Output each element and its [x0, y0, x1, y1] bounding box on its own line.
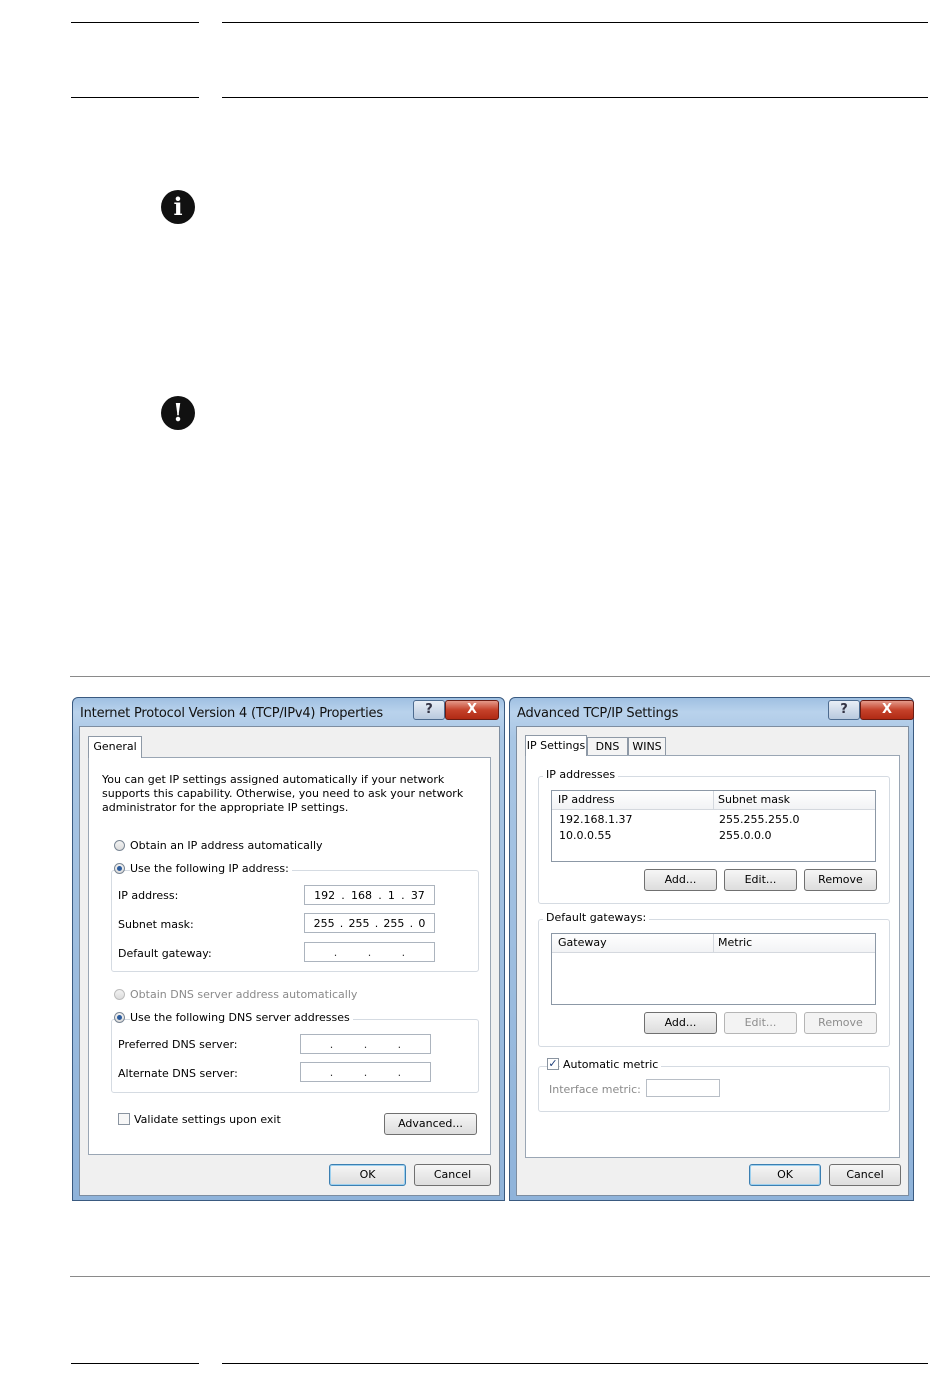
- header-rule-right-top: [222, 22, 928, 23]
- ip-add-button[interactable]: Add...: [644, 869, 717, 891]
- ip-settings-tab-panel: [525, 755, 900, 1158]
- octet-dot: .: [363, 1037, 368, 1051]
- mask-octet-4: 0: [418, 916, 426, 930]
- general-tab-panel: [88, 757, 491, 1155]
- gateway-remove-button[interactable]: Remove: [804, 1012, 877, 1034]
- ip-address-label: IP address:: [118, 889, 179, 902]
- dialog-title: Internet Protocol Version 4 (TCP/IPv4) Properties: [80, 706, 383, 721]
- subnet-mask-field[interactable]: [304, 913, 435, 933]
- validate-settings-checkbox[interactable]: [118, 1113, 130, 1125]
- header-rule-left-bottom: [71, 97, 199, 98]
- ok-button[interactable]: OK: [749, 1164, 821, 1186]
- dialog-client-area: [79, 726, 500, 1196]
- column-separator: [713, 934, 714, 952]
- ip-octet-3: 1: [387, 888, 395, 902]
- cancel-button[interactable]: Cancel: [829, 1164, 901, 1186]
- octet-dot: .: [397, 1037, 402, 1051]
- figure-top-rule: [70, 676, 930, 677]
- validate-settings-label[interactable]: Validate settings upon exit: [134, 1113, 281, 1126]
- ip-row-2-mask[interactable]: 255.0.0.0: [719, 829, 772, 842]
- interface-metric-field[interactable]: [646, 1079, 720, 1097]
- radio-use-following-ip-label[interactable]: Use the following IP address:: [130, 862, 292, 875]
- dialog-title: Advanced TCP/IP Settings: [517, 706, 679, 721]
- octet-dot: .: [341, 888, 345, 902]
- mask-octet-2: 255: [348, 916, 370, 930]
- default-gateway-field[interactable]: [304, 942, 435, 962]
- info-circle-icon: i: [161, 190, 195, 224]
- radio-obtain-ip-auto-label[interactable]: Obtain an IP address automatically: [130, 839, 323, 852]
- dialog-client-area: [516, 726, 909, 1196]
- ip-octet-4: 37: [410, 888, 425, 902]
- gateway-add-button[interactable]: Add...: [644, 1012, 717, 1034]
- alternate-dns-label: Alternate DNS server:: [118, 1067, 238, 1080]
- mask-octet-3: 255: [383, 916, 405, 930]
- column-header-subnet-mask[interactable]: Subnet mask: [718, 793, 791, 806]
- radio-obtain-dns-auto[interactable]: [114, 989, 125, 1000]
- octet-dot: .: [329, 1037, 334, 1051]
- octet-dot: .: [329, 1065, 334, 1079]
- radio-obtain-dns-auto-label[interactable]: Obtain DNS server address automatically: [130, 988, 358, 1001]
- footer-rule-right: [222, 1363, 928, 1364]
- ip-list-header: [552, 791, 875, 810]
- footer-rule-left: [71, 1363, 199, 1364]
- description-line-3: administrator for the appropriate IP settings.: [102, 801, 349, 814]
- octet-dot: .: [378, 888, 382, 902]
- tab-dns[interactable]: DNS: [587, 737, 628, 756]
- column-separator: [713, 791, 714, 809]
- ip-addresses-group-title: IP addresses: [543, 768, 618, 781]
- ok-button[interactable]: OK: [329, 1164, 406, 1186]
- help-button[interactable]: ?: [828, 700, 860, 720]
- exclamation-circle-icon: !: [161, 396, 195, 430]
- description-line-1: You can get IP settings assigned automatically if your network: [102, 773, 445, 786]
- gateway-list-header: [552, 934, 875, 953]
- interface-metric-label: Interface metric:: [549, 1083, 641, 1096]
- column-header-gateway[interactable]: Gateway: [558, 936, 607, 949]
- octet-dot: .: [401, 945, 406, 959]
- advanced-button[interactable]: Advanced...: [384, 1113, 477, 1135]
- tab-general[interactable]: General: [88, 736, 142, 758]
- figure-bottom-rule: [70, 1276, 930, 1277]
- octet-dot: .: [333, 945, 338, 959]
- cancel-button[interactable]: Cancel: [414, 1164, 491, 1186]
- description-line-2: supports this capability. Otherwise, you need to ask your network: [102, 787, 464, 800]
- radio-use-following-ip[interactable]: [114, 863, 125, 874]
- ip-address-field[interactable]: [304, 885, 435, 905]
- ip-row-1-address[interactable]: 192.168.1.37: [559, 813, 633, 826]
- radio-obtain-ip-auto[interactable]: [114, 840, 125, 851]
- octet-dot: .: [339, 916, 344, 930]
- tab-ip-settings[interactable]: IP Settings: [525, 735, 587, 756]
- automatic-metric-checkbox[interactable]: ✓: [548, 1057, 558, 1070]
- close-button[interactable]: X: [860, 700, 914, 720]
- octet-dot: .: [367, 945, 372, 959]
- column-header-metric[interactable]: Metric: [718, 936, 753, 949]
- radio-use-following-dns-label[interactable]: Use the following DNS server addresses: [130, 1011, 353, 1024]
- gateway-edit-button[interactable]: Edit...: [724, 1012, 797, 1034]
- ip-octet-2: 168: [351, 888, 372, 902]
- ip-row-1-mask[interactable]: 255.255.255.0: [719, 813, 800, 826]
- automatic-metric-label[interactable]: Automatic metric: [560, 1058, 661, 1071]
- octet-dot: .: [374, 916, 379, 930]
- octet-dot: .: [409, 916, 414, 930]
- default-gateways-group-title: Default gateways:: [543, 911, 649, 924]
- preferred-dns-field[interactable]: [300, 1034, 431, 1054]
- tab-wins[interactable]: WINS: [628, 737, 666, 756]
- octet-dot: .: [397, 1065, 402, 1079]
- radio-use-following-dns[interactable]: [114, 1012, 125, 1023]
- ip-addresses-list[interactable]: [551, 790, 876, 862]
- preferred-dns-label: Preferred DNS server:: [118, 1038, 238, 1051]
- default-gateway-label: Default gateway:: [118, 947, 212, 960]
- ipv4-properties-dialog: [72, 697, 505, 1201]
- ip-remove-button[interactable]: Remove: [804, 869, 877, 891]
- octet-dot: .: [401, 888, 405, 902]
- help-button[interactable]: ?: [413, 700, 445, 720]
- default-gateways-list[interactable]: [551, 933, 876, 1005]
- alternate-dns-field[interactable]: [300, 1062, 431, 1082]
- ip-edit-button[interactable]: Edit...: [724, 869, 797, 891]
- close-button[interactable]: X: [445, 700, 499, 720]
- header-rule-right-bottom: [222, 97, 928, 98]
- mask-octet-1: 255: [313, 916, 335, 930]
- column-header-ip-address[interactable]: IP address: [558, 793, 615, 806]
- header-rule-left-top: [71, 22, 199, 23]
- advanced-tcpip-dialog: [509, 697, 914, 1201]
- ip-octet-1: 192: [314, 888, 336, 902]
- octet-dot: .: [363, 1065, 368, 1079]
- ip-row-2-address[interactable]: 10.0.0.55: [559, 829, 612, 842]
- subnet-mask-label: Subnet mask:: [118, 918, 194, 931]
